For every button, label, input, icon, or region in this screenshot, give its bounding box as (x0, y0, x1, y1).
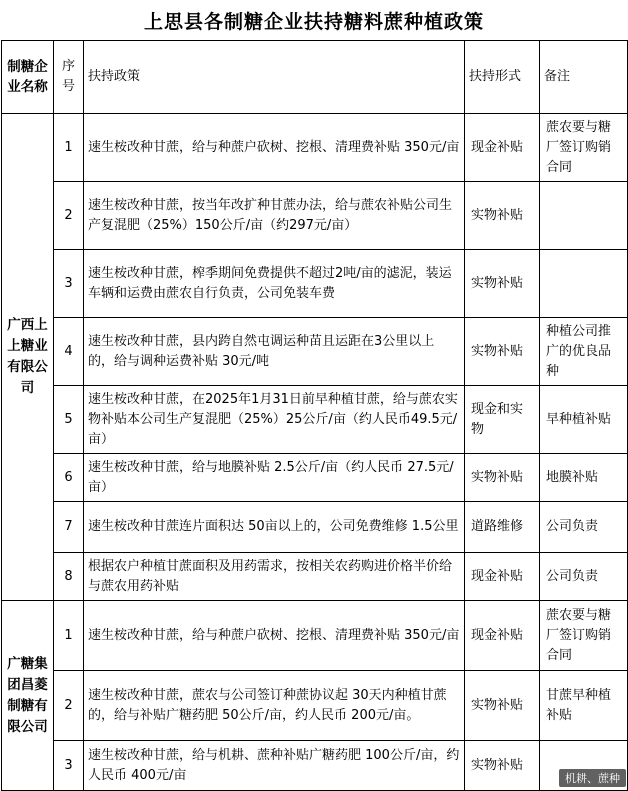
form-cell: 实物补贴 (465, 250, 540, 318)
form-cell: 实物补贴 (465, 671, 540, 741)
row-number: 2 (54, 182, 84, 250)
form-cell: 道路维修 (465, 502, 540, 553)
page-title: 上思县各制糖企业扶持糖料蔗种植政策 (143, 10, 484, 33)
table-row (2, 386, 628, 454)
note-cell (540, 182, 628, 250)
row-number: 3 (54, 250, 84, 318)
policy-cell: 速生桉改种甘蔗，给与地膜补贴 2.5公斤/亩（约人民币 27.5元/亩） (84, 454, 465, 502)
form-cell: 实物补贴 (465, 454, 540, 502)
table-row (2, 114, 628, 182)
policy-cell: 速生桉改种甘蔗，蔗农与公司签订种蔗协议起 30天内种植甘蔗的，给与补贴广糖药肥 50公斤/亩，约人民币 200元/亩。 (84, 671, 465, 741)
note-cell: 甘蔗早种植补贴 (540, 671, 628, 741)
table-row (2, 741, 628, 791)
policy-cell: 速生桉改种甘蔗，县内跨自然屯调运种苗且运距在3公里以上的，给与调种运费补贴 30元/吨 (84, 318, 465, 386)
policy-cell: 根据农户种植甘蔗面积及用药需求，按相关农药购进价格半价给与蔗农用药补贴 (84, 553, 465, 601)
row-number: 3 (54, 741, 84, 791)
table-row (2, 250, 628, 318)
table-row (2, 454, 628, 502)
note-cell: 公司负责 (540, 553, 628, 601)
header-row (2, 41, 628, 114)
policy-cell: 速生桉改种甘蔗，给与机耕、蔗种补贴广糖药肥 100公斤/亩，约人民币 400元/亩 (84, 741, 465, 791)
note-cell: 种植公司推广的优良品种 (540, 318, 628, 386)
table-row (2, 553, 628, 601)
row-number: 5 (54, 386, 84, 454)
note-cell: 地膜补贴 (540, 454, 628, 502)
form-cell: 实物补贴 (465, 741, 540, 791)
row-number: 1 (54, 114, 84, 182)
form-cell: 实物补贴 (465, 182, 540, 250)
form-cell: 现金补贴 (465, 553, 540, 601)
header-form: 扶持形式 (465, 41, 540, 114)
table-row (2, 318, 628, 386)
header-company: 制糖企业名称 (2, 41, 54, 114)
policy-cell: 速生桉改种甘蔗，榨季期间免费提供不超过2吨/亩的滤泥，装运车辆和运费由蔗农自行负责，公司免装车费 (84, 250, 465, 318)
note-cell: 公司负责 (540, 502, 628, 553)
note-cell: 蔗农要与糖厂签订购销合同 (540, 114, 628, 182)
watermark-badge: 机耕、蔗种 (559, 769, 626, 787)
header-policy: 扶持政策 (84, 41, 465, 114)
row-number: 1 (54, 601, 84, 671)
note-cell: 蔗农要与糖厂签订购销合同 (540, 601, 628, 671)
company-name: 广糖集团昌菱制糖有限公司 (2, 601, 54, 791)
policy-cell: 速生桉改种甘蔗，给与种蔗户砍树、挖根、清理费补贴 350元/亩 (84, 601, 465, 671)
row-number: 2 (54, 671, 84, 741)
table-row (2, 182, 628, 250)
policy-cell: 速生桉改种甘蔗，给与种蔗户砍树、挖根、清理费补贴 350元/亩 (84, 114, 465, 182)
table-row (2, 502, 628, 553)
note-cell (540, 250, 628, 318)
table-row (2, 601, 628, 671)
row-number: 4 (54, 318, 84, 386)
header-number: 序号 (54, 41, 84, 114)
policy-table (1, 40, 628, 791)
row-number: 8 (54, 553, 84, 601)
note-cell: 早种植补贴 (540, 386, 628, 454)
policy-cell: 速生桉改种甘蔗连片面积达 50亩以上的，公司免费维修 1.5公里 (84, 502, 465, 553)
form-cell: 现金和实物 (465, 386, 540, 454)
header-note: 备注 (540, 41, 628, 114)
policy-cell: 速生桉改种甘蔗，按当年改扩种甘蔗办法，给与蔗农补贴公司生产复混肥（25%）150公斤/亩（约297元/亩） (84, 182, 465, 250)
form-cell: 实物补贴 (465, 318, 540, 386)
row-number: 6 (54, 454, 84, 502)
table-row (2, 671, 628, 741)
row-number: 7 (54, 502, 84, 553)
form-cell: 现金补贴 (465, 114, 540, 182)
company-name: 广西上上糖业有限公司 (2, 114, 54, 601)
form-cell: 现金补贴 (465, 601, 540, 671)
policy-cell: 速生桉改种甘蔗，在2025年1月31日前早种植甘蔗，给与蔗农实物补贴本公司生产复混肥（25%）25公斤/亩（约人民币49.5元/亩） (84, 386, 465, 454)
